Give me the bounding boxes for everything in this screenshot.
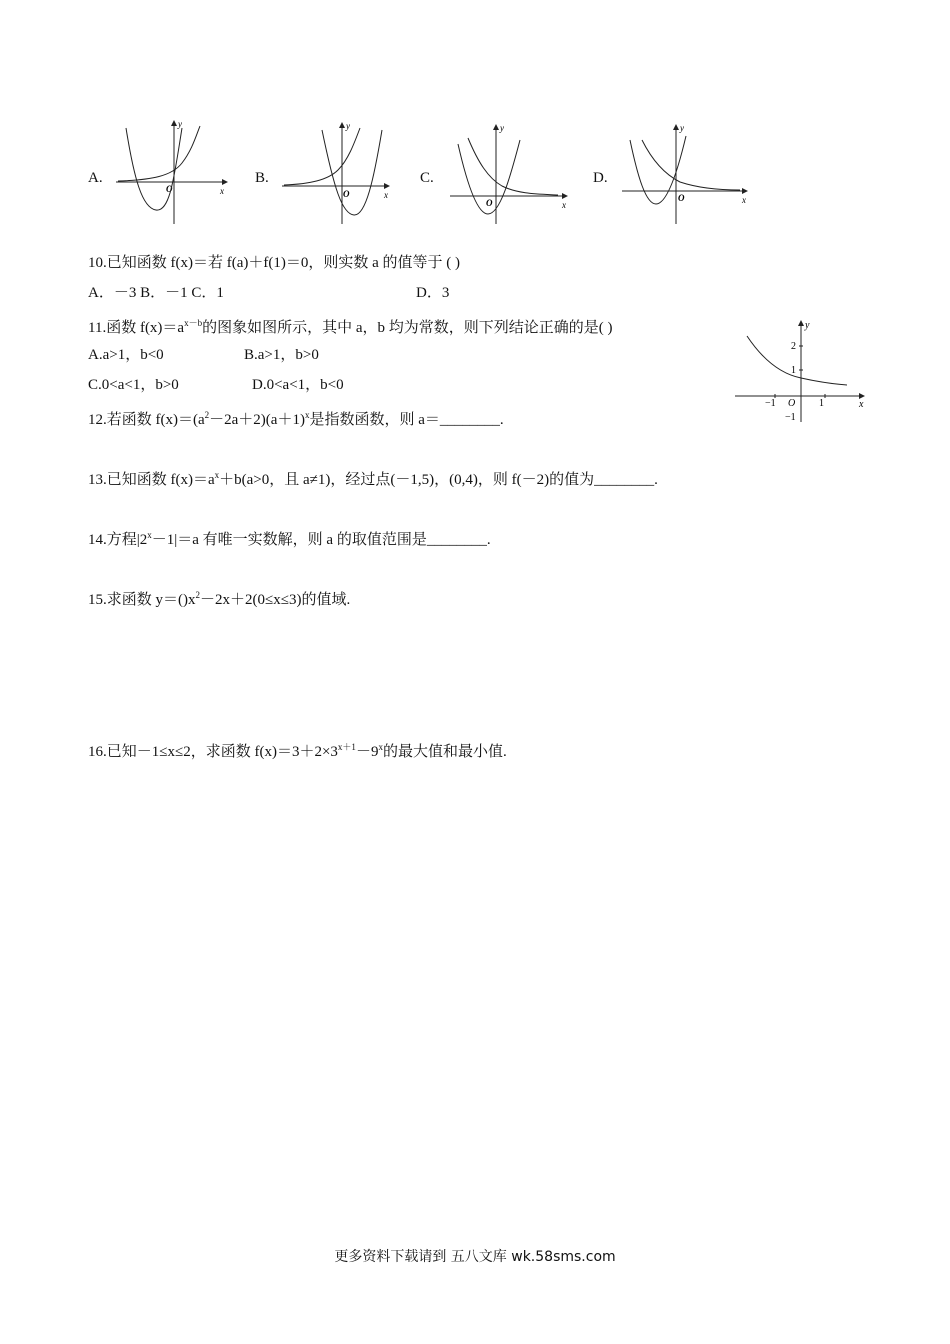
graph-b-origin: O — [343, 189, 350, 199]
question-14 — [88, 526, 491, 549]
question-16 — [88, 738, 507, 761]
question-11-option-d: D.0<a<1，b<0 — [252, 377, 344, 393]
question-15 — [88, 586, 350, 609]
q11-graph-tick-1-y: 1 — [791, 365, 796, 376]
q11-graph-tick-2-y: 2 — [791, 341, 796, 352]
q15-sup: 2 — [195, 590, 200, 600]
q11-graph-tick-1-x: 1 — [819, 398, 824, 409]
graph-c-origin: O — [486, 198, 493, 208]
q16-pre: 16.已知－1≤x≤2，求函数 f(x)＝3＋2×3 — [88, 744, 338, 760]
option-b-label: B. — [255, 170, 269, 186]
question-11-option-b: B.a>1，b>0 — [244, 347, 319, 363]
q14-post: －1|＝a 有唯一实数解，则 a 的取值范围是________. — [151, 532, 491, 548]
q11-graph-y-label: y — [805, 320, 810, 331]
q13-sup: x — [214, 470, 220, 480]
graph-d-y-label: y — [680, 123, 684, 133]
option-c-graph — [448, 118, 573, 226]
graph-a-x-label: x — [220, 186, 224, 196]
q11-stem-pre: 11.函数 f(x)＝a — [88, 320, 185, 336]
q11-graph-origin: O — [788, 398, 796, 409]
footer-download-link[interactable]: 更多资料下载请到 五八文库 wk.58sms.com — [334, 1249, 616, 1265]
q12-mid: －2a＋2)(a＋1) — [209, 412, 305, 428]
q14-sup: x — [147, 530, 152, 540]
q16-sup1: x＋1 — [337, 742, 356, 752]
q13-post: ＋b(a>0，且 a≠1)，经过点(－1,5)，(0,4)，则 f(－2)的值为________. — [219, 472, 658, 488]
q16-mid: －9 — [355, 744, 379, 760]
q13-pre: 13.已知函数 f(x)＝a — [88, 472, 215, 488]
q11-stem-post: 的图象如图所示，其中 a，b 均为常数，则下列结论正确的是( ) — [202, 320, 613, 336]
question-10-stem: 10.已知函数 f(x)＝若 f(a)＋f(1)＝0，则实数 a 的值等于 ( ) — [88, 255, 461, 271]
q16-post: 的最大值和最小值. — [382, 744, 507, 760]
option-d-label: D. — [593, 170, 608, 186]
question-11-option-a: A.a>1，b<0 — [88, 347, 164, 363]
option-d-graph — [620, 118, 750, 226]
q12-pre: 12.若函数 f(x)＝(a — [88, 412, 205, 428]
graph-d-origin: O — [678, 193, 685, 203]
graph-c-x-label: x — [562, 200, 566, 210]
q11-stem-sup: x－b — [184, 318, 203, 328]
q16-sup2: x — [378, 742, 383, 752]
q15-post: －2x＋2(0≤x≤3)的值域. — [200, 592, 351, 608]
q11-graph-x-label: x — [859, 399, 864, 410]
question-13 — [88, 466, 658, 489]
q15-pre: 15.求函数 y＝()x — [88, 592, 196, 608]
graph-b-x-label: x — [384, 190, 388, 200]
question-10-options: A．－3 B．－1 C．1 — [88, 285, 224, 301]
option-c-label: C. — [420, 170, 434, 186]
question-11-option-c: C.0<a<1，b>0 — [88, 377, 179, 393]
option-b-graph — [280, 118, 400, 226]
graph-d-x-label: x — [742, 195, 746, 205]
graph-c-y-label: y — [500, 123, 504, 133]
graph-b-y-label: y — [346, 121, 350, 131]
graph-a-origin: O — [166, 184, 173, 194]
question-12 — [88, 406, 504, 429]
question-11-graph — [733, 316, 868, 426]
option-a-label: A. — [88, 170, 103, 186]
q12-post: 是指数函数，则 a＝________. — [309, 412, 504, 428]
q11-graph-tick-neg1-x: −1 — [765, 398, 776, 409]
question-11-stem — [88, 314, 613, 337]
q12-sup1: 2 — [204, 410, 210, 420]
question-10-option-d: D．3 — [416, 285, 450, 301]
option-a-graph — [112, 118, 232, 226]
q14-pre: 14.方程|2 — [88, 532, 148, 548]
q12-sup2: x — [304, 410, 310, 420]
q11-graph-tick-neg1-y: −1 — [785, 412, 796, 423]
graph-a-y-label: y — [178, 119, 182, 129]
